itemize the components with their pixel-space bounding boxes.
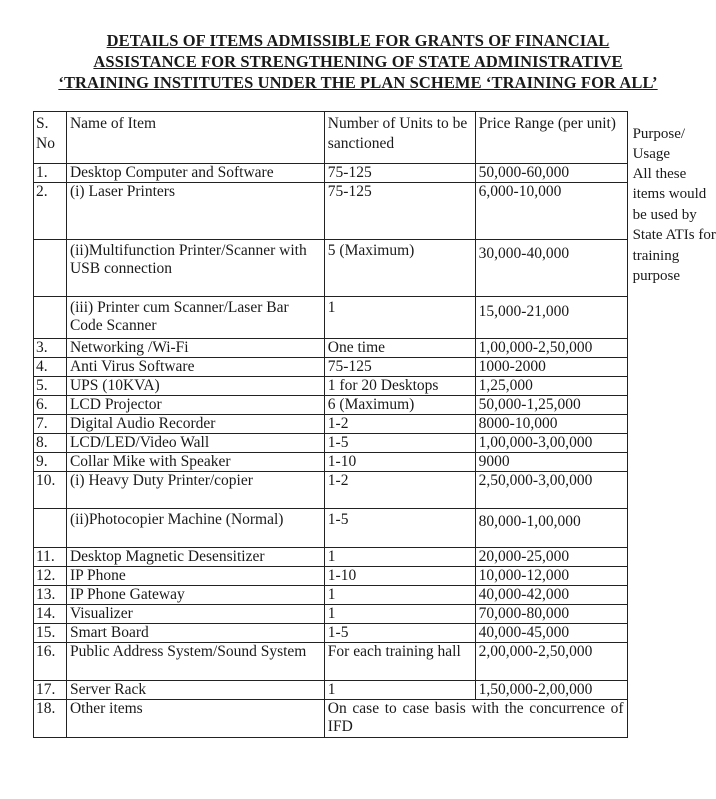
row-price: 1,25,000 — [475, 377, 627, 396]
row-price: 20,000-25,000 — [475, 548, 627, 567]
row-sno: 9. — [34, 453, 67, 472]
row-price: 1,50,000-2,00,000 — [475, 681, 627, 700]
row-item: UPS (10KVA) — [66, 377, 324, 396]
row-price: 10,000-12,000 — [475, 567, 627, 586]
row-sno: 16. — [34, 643, 67, 681]
row-price: 30,000-40,000 — [475, 240, 627, 297]
row-sno — [34, 240, 67, 297]
row-item: (ii)Photocopier Machine (Normal) — [66, 509, 324, 548]
heading-line-2: ASSISTANCE FOR STRENGTHENING OF STATE ADMINISTRATIVE — [93, 52, 623, 71]
table-row — [34, 240, 716, 297]
table-row — [34, 164, 716, 183]
row-merged-text: On case to case basis with the concurrence of IFD — [327, 700, 624, 735]
row-sno: 18. — [34, 700, 67, 738]
row-item: (iii) Printer cum Scanner/Laser Bar Code Scanner — [66, 297, 324, 339]
row-price: 50,000-60,000 — [475, 164, 627, 183]
row-item: Desktop Computer and Software — [66, 164, 324, 183]
header-purpose: Purpose/ Usage — [627, 112, 716, 164]
row-price: 9000 — [475, 453, 627, 472]
table-row — [34, 643, 716, 681]
row-sno: 6. — [34, 396, 67, 415]
table-row — [34, 509, 716, 548]
row-item: LCD/LED/Video Wall — [66, 434, 324, 453]
row-item: IP Phone Gateway — [66, 586, 324, 605]
row-price: 6,000-10,000 — [475, 183, 627, 240]
purpose-cell — [627, 164, 716, 339]
table-header-row — [34, 112, 716, 164]
row-item: Server Rack — [66, 681, 324, 700]
row-sno: 13. — [34, 586, 67, 605]
row-units: 6 (Maximum) — [324, 396, 475, 415]
header-item: Name of Item — [66, 112, 324, 164]
row-price: 70,000-80,000 — [475, 605, 627, 624]
row-units: 5 (Maximum) — [324, 240, 475, 297]
row-units: 1-2 — [324, 415, 475, 434]
row-item: LCD Projector — [66, 396, 324, 415]
row-sno: 12. — [34, 567, 67, 586]
table-row — [34, 472, 716, 509]
row-item: (ii)Multifunction Printer/Scanner with USB connection — [66, 240, 324, 297]
row-price: 8000-10,000 — [475, 415, 627, 434]
row-sno: 10. — [34, 472, 67, 509]
row-item: Smart Board — [66, 624, 324, 643]
row-units: 1-5 — [324, 509, 475, 548]
row-item: Desktop Magnetic Desensitizer — [66, 548, 324, 567]
table-row — [34, 434, 716, 453]
row-units: 75-125 — [324, 164, 475, 183]
row-sno: 5. — [34, 377, 67, 396]
row-item: Anti Virus Software — [66, 358, 324, 377]
header-price: Price Range (per unit) — [475, 112, 627, 164]
purpose-cell-empty — [627, 339, 716, 738]
heading-line-3: ‘TRAINING INSTITUTES UNDER THE PLAN SCHEME ‘TRAINING FOR ALL’ — [58, 73, 658, 92]
row-units: For each training hall — [324, 643, 475, 681]
row-units: 1-10 — [324, 453, 475, 472]
table-row — [34, 358, 716, 377]
row-price: 15,000-21,000 — [475, 297, 627, 339]
row-sno: 14. — [34, 605, 67, 624]
document-heading — [0, 30, 716, 93]
table-row — [34, 605, 716, 624]
row-price: 2,50,000-3,00,000 — [475, 472, 627, 509]
row-units: 1-5 — [324, 434, 475, 453]
row-item: Digital Audio Recorder — [66, 415, 324, 434]
row-price: 1,00,000-3,00,000 — [475, 434, 627, 453]
table-row — [34, 567, 716, 586]
row-sno: 4. — [34, 358, 67, 377]
header-sno: S. No — [34, 112, 67, 164]
header-units: Number of Units to be sanctioned — [324, 112, 475, 164]
row-units: 1-10 — [324, 567, 475, 586]
row-sno: 3. — [34, 339, 67, 358]
row-merged — [324, 700, 627, 738]
row-sno: 17. — [34, 681, 67, 700]
row-units: One time — [324, 339, 475, 358]
table-row — [34, 396, 716, 415]
row-sno: 7. — [34, 415, 67, 434]
row-sno: 1. — [34, 164, 67, 183]
row-units: 1 — [324, 605, 475, 624]
table-row — [34, 339, 716, 358]
row-units: 1 — [324, 681, 475, 700]
row-item: (i) Laser Printers — [66, 183, 324, 240]
table-row — [34, 586, 716, 605]
table-row — [34, 183, 716, 240]
row-units: 1-5 — [324, 624, 475, 643]
row-units: 1-2 — [324, 472, 475, 509]
table-row — [34, 548, 716, 567]
row-sno: 8. — [34, 434, 67, 453]
table-row — [34, 377, 716, 396]
row-price: 50,000-1,25,000 — [475, 396, 627, 415]
row-units: 1 — [324, 586, 475, 605]
row-item: Visualizer — [66, 605, 324, 624]
row-sno — [34, 297, 67, 339]
row-units: 75-125 — [324, 183, 475, 240]
row-sno: 15. — [34, 624, 67, 643]
row-sno: 11. — [34, 548, 67, 567]
table-row — [34, 415, 716, 434]
row-item: Public Address System/Sound System — [66, 643, 324, 681]
table-row — [34, 681, 716, 700]
row-sno: 2. — [34, 183, 67, 240]
row-price: 1000-2000 — [475, 358, 627, 377]
purpose-text: All these items would be used by State ATIs for training purpose — [632, 165, 716, 284]
table-row — [34, 297, 716, 339]
heading-line-1: DETAILS OF ITEMS ADMISSIBLE FOR GRANTS OF FINANCIAL — [106, 31, 610, 50]
row-item: Other items — [66, 700, 324, 738]
row-item: Networking /Wi-Fi — [66, 339, 324, 358]
row-item: IP Phone — [66, 567, 324, 586]
row-units: 1 — [324, 548, 475, 567]
row-price: 1,00,000-2,50,000 — [475, 339, 627, 358]
table-row — [34, 700, 716, 738]
row-item: (i) Heavy Duty Printer/copier — [66, 472, 324, 509]
row-price: 40,000-45,000 — [475, 624, 627, 643]
row-sno — [34, 509, 67, 548]
row-price: 40,000-42,000 — [475, 586, 627, 605]
row-units: 75-125 — [324, 358, 475, 377]
row-item: Collar Mike with Speaker — [66, 453, 324, 472]
items-table — [33, 111, 716, 738]
row-price: 2,00,000-2,50,000 — [475, 643, 627, 681]
row-units: 1 — [324, 297, 475, 339]
table-row — [34, 453, 716, 472]
row-units: 1 for 20 Desktops — [324, 377, 475, 396]
table-row — [34, 624, 716, 643]
row-price: 80,000-1,00,000 — [475, 509, 627, 548]
